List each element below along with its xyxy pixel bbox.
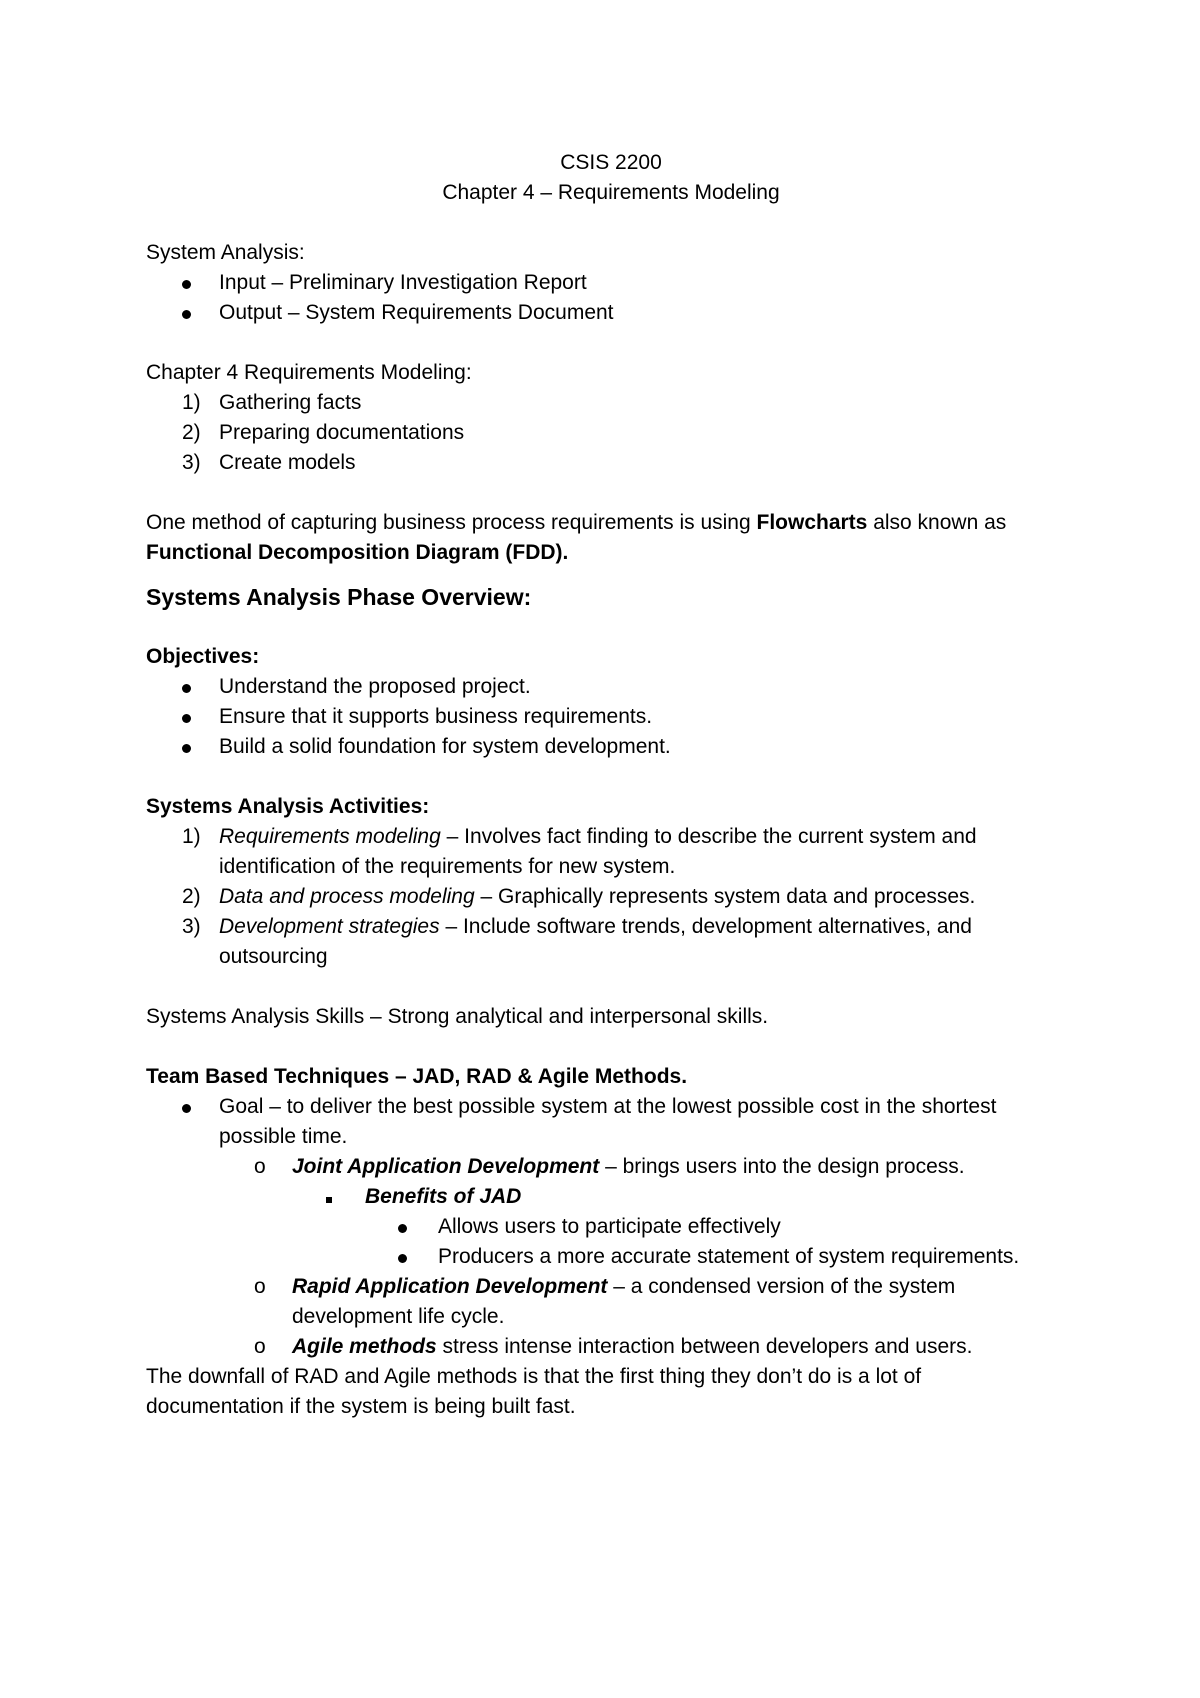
list-item: 2) Preparing documentations (182, 421, 465, 444)
overview-heading: Systems Analysis Phase Overview: (146, 584, 532, 610)
list-item: o Rapid Application Development – a condensed version of the system development life cycle. (146, 1272, 1076, 1332)
list-item: 1) Gathering facts (182, 391, 362, 414)
chapter4-heading: Chapter 4 Requirements Modeling: (146, 361, 472, 384)
list-item: 1) Requirements modeling – Involves fact finding to describe the current system and identification of the requirements for new system. (182, 825, 977, 878)
skills-line: Systems Analysis Skills – Strong analytical and interpersonal skills. (146, 1005, 769, 1028)
chapter-title: Chapter 4 – Requirements Modeling (442, 181, 780, 204)
bullet-icon (182, 298, 191, 328)
list-item: 2) Data and process modeling – Graphically represents system data and processes. (182, 885, 976, 908)
list-item: o Joint Application Development – brings users into the design process. (146, 1152, 1076, 1182)
list-item: Output – System Requirements Document (146, 298, 1076, 328)
list-item: Input – Preliminary Investigation Report (146, 268, 1076, 298)
list-item: Goal – to deliver the best possible system at the lowest possible cost in the shortest possible time. (146, 1092, 1076, 1152)
list-item: Allows users to participate effectively (146, 1212, 1076, 1242)
objectives-heading: Objectives: (146, 645, 260, 668)
square-bullet-icon (326, 1182, 332, 1212)
list-item: 3) Create models (182, 451, 356, 474)
course-code: CSIS 2200 (560, 151, 662, 174)
list-item: 3) Development strategies – Include software trends, development alternatives, and outsourcing (182, 915, 972, 968)
downfall-line2: documentation if the system is being built fast. (146, 1395, 576, 1418)
circle-bullet-icon: o (254, 1335, 266, 1358)
method-paragraph-line2: Functional Decomposition Diagram (FDD). (146, 541, 569, 564)
team-heading: Team Based Techniques – JAD, RAD & Agile Methods. (146, 1065, 688, 1088)
bullet-icon (182, 732, 191, 762)
bullet-icon (398, 1242, 407, 1272)
bullet-icon (182, 1092, 191, 1122)
circle-bullet-icon: o (254, 1155, 266, 1178)
list-item: Producers a more accurate statement of system requirements. (146, 1242, 1076, 1272)
document-body (146, 148, 1076, 1422)
bullet-icon (398, 1212, 407, 1242)
list-item: Ensure that it supports business requirements. (146, 702, 1076, 732)
list-item: Benefits of JAD (146, 1182, 1076, 1212)
method-paragraph-line1: One method of capturing business process requirements is using Flowcharts also known as (146, 511, 1007, 534)
downfall-line1: The downfall of RAD and Agile methods is that the first thing they don’t do is a lot of (146, 1365, 922, 1388)
list-item: Build a solid foundation for system development. (146, 732, 1076, 762)
circle-bullet-icon: o (254, 1275, 266, 1298)
bullet-icon (182, 672, 191, 702)
list-item: Understand the proposed project. (146, 672, 1076, 702)
bullet-icon (182, 268, 191, 298)
activities-heading: Systems Analysis Activities: (146, 795, 430, 818)
bullet-icon (182, 702, 191, 732)
list-item: o Agile methods stress intense interaction between developers and users. (146, 1332, 1076, 1362)
system-analysis-heading: System Analysis: (146, 241, 305, 264)
